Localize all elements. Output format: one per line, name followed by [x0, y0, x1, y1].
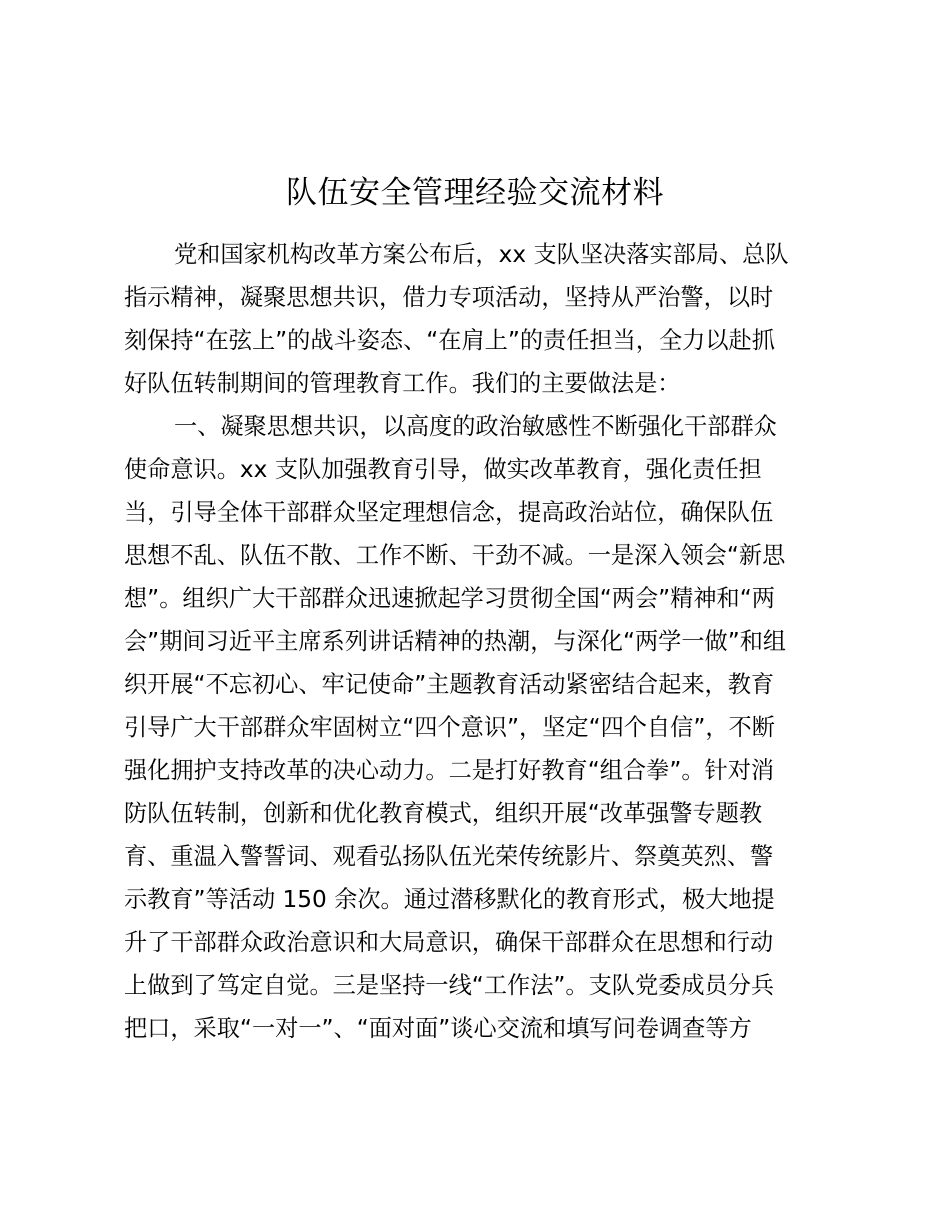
body-line-12: 引导广大干部群众牢固树立“四个意识”，坚定“四个自信”，不断 [124, 714, 775, 741]
body-line-19: 把口，采取“一对一”、“面对面”谈心交流和填写问卷调查等方 [124, 1015, 752, 1042]
body-line-14: 防队伍转制，创新和优化教育模式，组织开展“改革强警专题教 [124, 800, 763, 827]
body-line-15: 育、重温入警誓词、观看弘扬队伍光荣传统影片、祭奠英烈、警 [124, 843, 774, 870]
body-line-17: 升了干部群众政治意识和大局意识，确保干部群众在思想和行动 [124, 929, 774, 956]
body-line-9: 想”。组织广大干部群众迅速掀起学习贯彻全国“两会”精神和“两 [124, 585, 775, 612]
body-line-11: 织开展“不忘初心、牢记使命”主题教育活动紧密结合起来，教育 [124, 671, 775, 698]
body-line-8: 思想不乱、队伍不散、工作不断、干劲不减。一是深入领会“新思 [124, 542, 786, 569]
document-title: 队伍安全管理经验交流材料 [286, 175, 664, 211]
body-line-7: 当，引导全体干部群众坚定理想信念，提高政治站位，确保队伍 [124, 499, 774, 526]
body-line-10: 会”期间习近平主席系列讲话精神的热潮，与深化“两学一做”和组 [124, 628, 787, 655]
body-line-16: 示教育”等活动 150 余次。通过潜移默化的教育形式，极大地提 [124, 886, 775, 913]
body-line-5: 一、凝聚思想共识，以高度的政治敏感性不断强化干部群众 [174, 413, 777, 440]
body-line-2: 指示精神，凝聚思想共识，借力专项活动，坚持从严治警，以时 [124, 284, 774, 311]
body-line-6: 使命意识。xx 支队加强教育引导，做实改革教育，强化责任担 [124, 456, 762, 483]
body-line-4: 好队伍转制期间的管理教育工作。我们的主要做法是： [124, 370, 681, 397]
body-line-3: 刻保持“在弦上”的战斗姿态、“在肩上”的责任担当，全力以赴抓 [124, 327, 775, 354]
body-line-1: 党和国家机构改革方案公布后，xx 支队坚决落实部局、总队 [174, 241, 789, 268]
body-line-13: 强化拥护支持改革的决心动力。二是打好教育“组合拳”。针对消 [124, 757, 775, 784]
body-line-18: 上做到了笃定自觉。三是坚持一线“工作法”。支队党委成员分兵 [124, 972, 775, 999]
